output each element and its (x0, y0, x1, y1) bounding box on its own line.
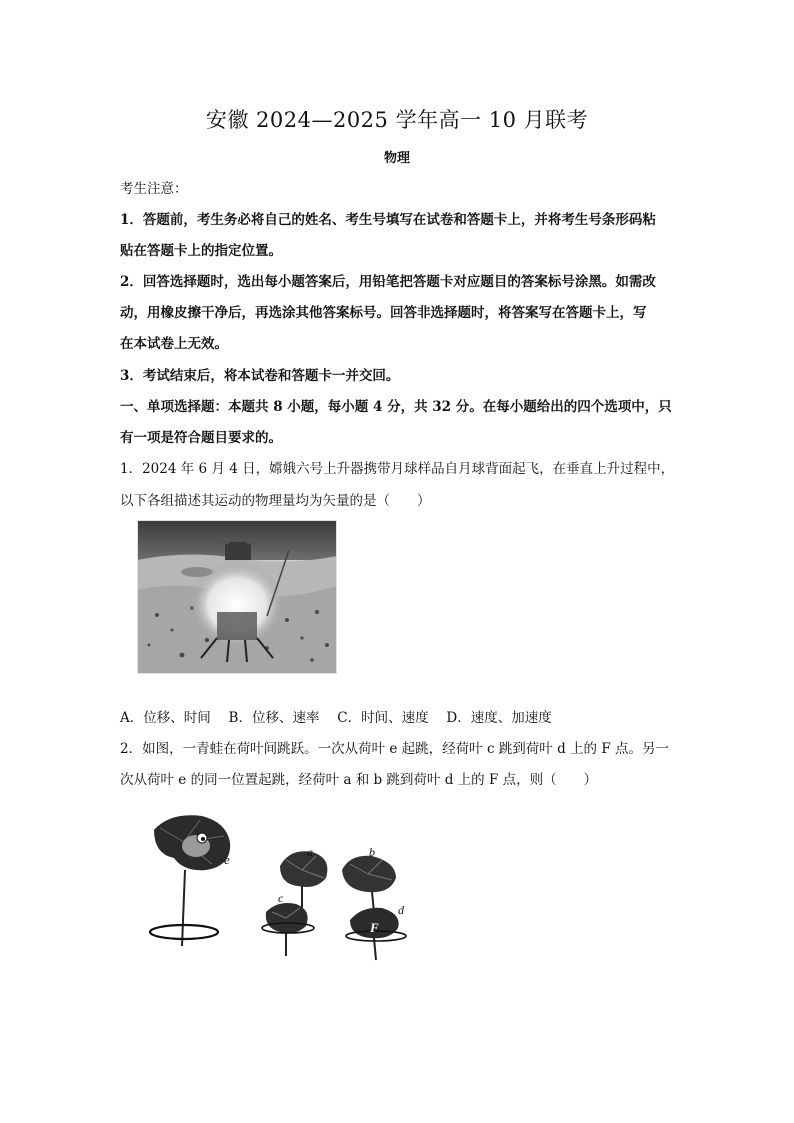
label-e: e (224, 852, 230, 867)
label-d: d (398, 903, 404, 917)
label-c: c (278, 891, 284, 905)
subject-title: 物理 (383, 151, 410, 166)
q1-stem-line-1: 1．2024 年 6 月 4 日，嫦娥六号上升器携带月球样品自月球背面起飞，在垂直上升过程中， (120, 461, 675, 477)
section-heading-line-1: 一、单项选择题：本题共 8 小题，每小题 4 分，共 32 分。在每小题给出的四个选项中，只 (120, 399, 672, 415)
notice-heading: 考生注意： (120, 181, 188, 197)
lander-photo (137, 520, 337, 674)
notice-line-6: 3．考试结束后，将本试卷和答题卡一并交回。 (120, 368, 400, 384)
q1-stem-line-2: 以下各组描述其运动的物理量均为矢量的是（ ） (120, 493, 431, 509)
notice-line-2: 贴在答题卡上的指定位置。 (120, 243, 282, 259)
notice-line-1: 1．答题前，考生务必将自己的姓名、考生号填写在试卷和答题卡上，并将考生号条形码粘 (120, 212, 656, 228)
q1-options: A．位移、时间 B．位移、速率 C．时间、速度 D．速度、加速度 (120, 710, 552, 726)
notice-line-3: 2．回答选择题时，选出每小题答案后，用铅笔把答题卡对应题目的答案标号涂黑。如需改 (120, 274, 656, 290)
page-title: 安徽 2024—2025 学年高一 10 月联考 (205, 108, 589, 132)
q2-stem-line-2: 次从荷叶 e 的同一位置起跳，经荷叶 a 和 b 跳到荷叶 d 上的 F 点，则（ ） (120, 772, 598, 788)
section-heading-line-2: 有一项是符合题目要求的。 (120, 430, 282, 446)
label-b: b (369, 845, 375, 859)
label-F: F (370, 920, 379, 935)
notice-line-5: 在本试卷上无效。 (120, 336, 228, 352)
label-a: a (307, 845, 313, 859)
lily-pad-figure (140, 808, 420, 968)
notice-line-4: 动，用橡皮擦干净后，再选涂其他答案标号。回答非选择题时，将答案写在答题卡上，写 (120, 305, 647, 321)
q2-stem-line-1: 2．如图，一青蛙在荷叶间跳跃。一次从荷叶 e 起跳，经荷叶 c 跳到荷叶 d 上的 F 点。另一 (120, 741, 669, 757)
